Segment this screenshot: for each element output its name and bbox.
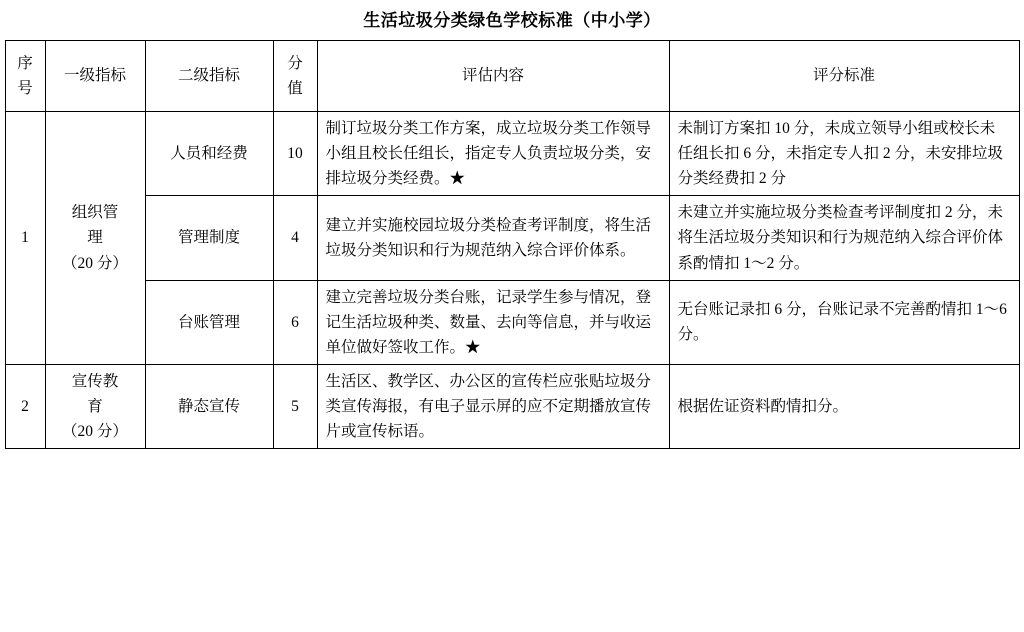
- row-content: 制订垃圾分类工作方案，成立垃圾分类工作领导小组且校长任组长，指定专人负责垃圾分类，安排垃圾分类经费。★: [317, 112, 669, 196]
- table-row: [5, 196, 1019, 280]
- column-header-level1: 一级指标: [45, 41, 145, 112]
- column-header-score: 分值: [273, 41, 317, 112]
- row-score: 6: [273, 280, 317, 364]
- row-content: 建立并实施校园垃圾分类检查考评制度，将生活垃圾分类知识和行为规范纳入综合评价体系。: [317, 196, 669, 280]
- row-level2: 人员和经费: [145, 112, 273, 196]
- row-level1: [45, 112, 145, 365]
- row-seq: 2: [5, 364, 45, 448]
- row-criteria: 未制订方案扣 10 分，未成立领导小组或校长未任组长扣 6 分，未指定专人扣 2 分，未安排垃圾分类经费扣 2 分: [669, 112, 1019, 196]
- row-level2: 台账管理: [145, 280, 273, 364]
- row-score: 4: [273, 196, 317, 280]
- row-criteria: 无台账记录扣 6 分，台账记录不完善酌情扣 1～6 分。: [669, 280, 1019, 364]
- row-content: 生活区、教学区、办公区的宣传栏应张贴垃圾分类宣传海报，有电子显示屏的应不定期播放宣传片或宣传标语。: [317, 364, 669, 448]
- row-criteria: 根据佐证资料酌情扣分。: [669, 364, 1019, 448]
- page-title: 生活垃圾分类绿色学校标准（中小学）: [363, 11, 661, 30]
- level1-line-2: 育: [87, 398, 103, 416]
- column-header-criteria: 评分标准: [669, 41, 1019, 112]
- table-header-row: [5, 41, 1019, 112]
- table-row: [5, 112, 1019, 196]
- level1-line-3: （20 分）: [62, 254, 128, 272]
- row-content: 建立完善垃圾分类台账，记录学生参与情况，登记生活垃圾种类、数量、去向等信息，并与收运单位做好签收工作。★: [317, 280, 669, 364]
- column-header-seq: 序号: [5, 41, 45, 112]
- row-score: 5: [273, 364, 317, 448]
- level1-line-1: 组织管: [71, 204, 119, 222]
- row-level2: 静态宣传: [145, 364, 273, 448]
- column-header-content: 评估内容: [317, 41, 669, 112]
- row-seq: 1: [5, 112, 45, 365]
- level1-line-3: （20 分）: [62, 423, 128, 441]
- table-row: [5, 364, 1019, 448]
- level1-line-1: 宣传教: [71, 372, 119, 390]
- row-score: 10: [273, 112, 317, 196]
- row-criteria: 未建立并实施垃圾分类检查考评制度扣 2 分，未将生活垃圾分类知识和行为规范纳入综合评价体系酌情扣 1～2 分。: [669, 196, 1019, 280]
- row-level2: 管理制度: [145, 196, 273, 280]
- level1-line-2: 理: [87, 229, 103, 247]
- standards-table: [5, 40, 1020, 449]
- column-header-level2: 二级指标: [145, 41, 273, 112]
- table-row: [5, 280, 1019, 364]
- row-level1: [45, 364, 145, 448]
